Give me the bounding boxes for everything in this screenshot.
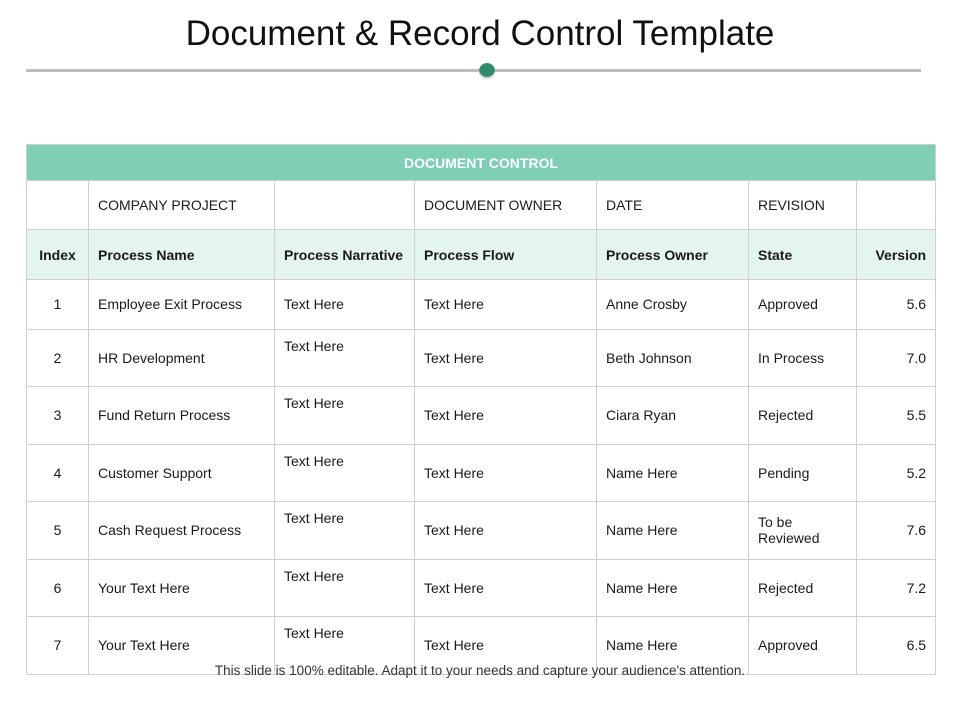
column-header: Process Narrative — [275, 230, 415, 280]
meta-row — [27, 181, 936, 230]
column-header: Version — [857, 230, 936, 280]
meta-cell: COMPANY PROJECT — [89, 181, 275, 230]
column-header: Process Flow — [415, 230, 597, 280]
table-row — [27, 280, 936, 330]
cell-index: 5 — [27, 502, 89, 560]
meta-cell — [275, 181, 415, 230]
cell-name: HR Development — [89, 329, 275, 387]
cell-index: 3 — [27, 387, 89, 445]
page-title: Document & Record Control Template — [185, 14, 775, 53]
column-header: Index — [27, 230, 89, 280]
cell-version: 6.5 — [857, 617, 936, 675]
cell-index: 6 — [27, 559, 89, 617]
cell-owner: Name Here — [597, 617, 749, 675]
cell-state: Pending — [749, 444, 857, 502]
cell-flow: Text Here — [415, 617, 597, 675]
cell-flow: Text Here — [415, 329, 597, 387]
table-row — [27, 387, 936, 445]
meta-cell — [857, 181, 936, 230]
header-row — [27, 230, 936, 280]
cell-state: In Process — [749, 329, 857, 387]
cell-flow: Text Here — [415, 502, 597, 560]
cell-name: Customer Support — [89, 444, 275, 502]
cell-narrative: Text Here — [275, 559, 415, 617]
cell-state: Approved — [749, 617, 857, 675]
cell-owner: Beth Johnson — [597, 329, 749, 387]
table-row — [27, 559, 936, 617]
cell-owner: Name Here — [597, 444, 749, 502]
meta-cell — [27, 181, 89, 230]
cell-owner: Ciara Ryan — [597, 387, 749, 445]
meta-cell: REVISION — [749, 181, 857, 230]
title-divider — [26, 69, 921, 72]
cell-version: 5.5 — [857, 387, 936, 445]
cell-name: Fund Return Process — [89, 387, 275, 445]
table-row — [27, 502, 936, 560]
cell-version: 5.6 — [857, 280, 936, 330]
cell-narrative: Text Here — [275, 444, 415, 502]
cell-index: 7 — [27, 617, 89, 675]
meta-cell: DOCUMENT OWNER — [415, 181, 597, 230]
cell-state: Rejected — [749, 387, 857, 445]
cell-index: 1 — [27, 280, 89, 330]
cell-flow: Text Here — [415, 387, 597, 445]
cell-name: Your Text Here — [89, 617, 275, 675]
cell-index: 4 — [27, 444, 89, 502]
cell-owner: Anne Crosby — [597, 280, 749, 330]
cell-index: 2 — [27, 329, 89, 387]
cell-owner: Name Here — [597, 559, 749, 617]
cell-owner: Name Here — [597, 502, 749, 560]
column-header: State — [749, 230, 857, 280]
cell-name: Employee Exit Process — [89, 280, 275, 330]
cell-state: Rejected — [749, 559, 857, 617]
column-header: Process Name — [89, 230, 275, 280]
cell-flow: Text Here — [415, 444, 597, 502]
cell-narrative: Text Here — [275, 617, 415, 675]
divider-dot-icon — [479, 63, 495, 79]
cell-state: To be Reviewed — [749, 502, 857, 560]
column-header: Process Owner — [597, 230, 749, 280]
cell-narrative: Text Here — [275, 280, 415, 330]
cell-name: Your Text Here — [89, 559, 275, 617]
cell-narrative: Text Here — [275, 329, 415, 387]
meta-cell: DATE — [597, 181, 749, 230]
cell-version: 7.2 — [857, 559, 936, 617]
table-row — [27, 329, 936, 387]
cell-name: Cash Request Process — [89, 502, 275, 560]
footer-note: This slide is 100% editable. Adapt it to your needs and capture your audience's attention. — [214, 663, 746, 678]
cell-version: 5.2 — [857, 444, 936, 502]
table-banner-row — [27, 145, 936, 181]
cell-flow: Text Here — [415, 280, 597, 330]
cell-version: 7.6 — [857, 502, 936, 560]
cell-version: 7.0 — [857, 329, 936, 387]
table-row — [27, 444, 936, 502]
table-banner: DOCUMENT CONTROL — [27, 145, 936, 181]
document-control-table — [26, 144, 936, 675]
cell-narrative: Text Here — [275, 387, 415, 445]
cell-state: Approved — [749, 280, 857, 330]
cell-narrative: Text Here — [275, 502, 415, 560]
cell-flow: Text Here — [415, 559, 597, 617]
